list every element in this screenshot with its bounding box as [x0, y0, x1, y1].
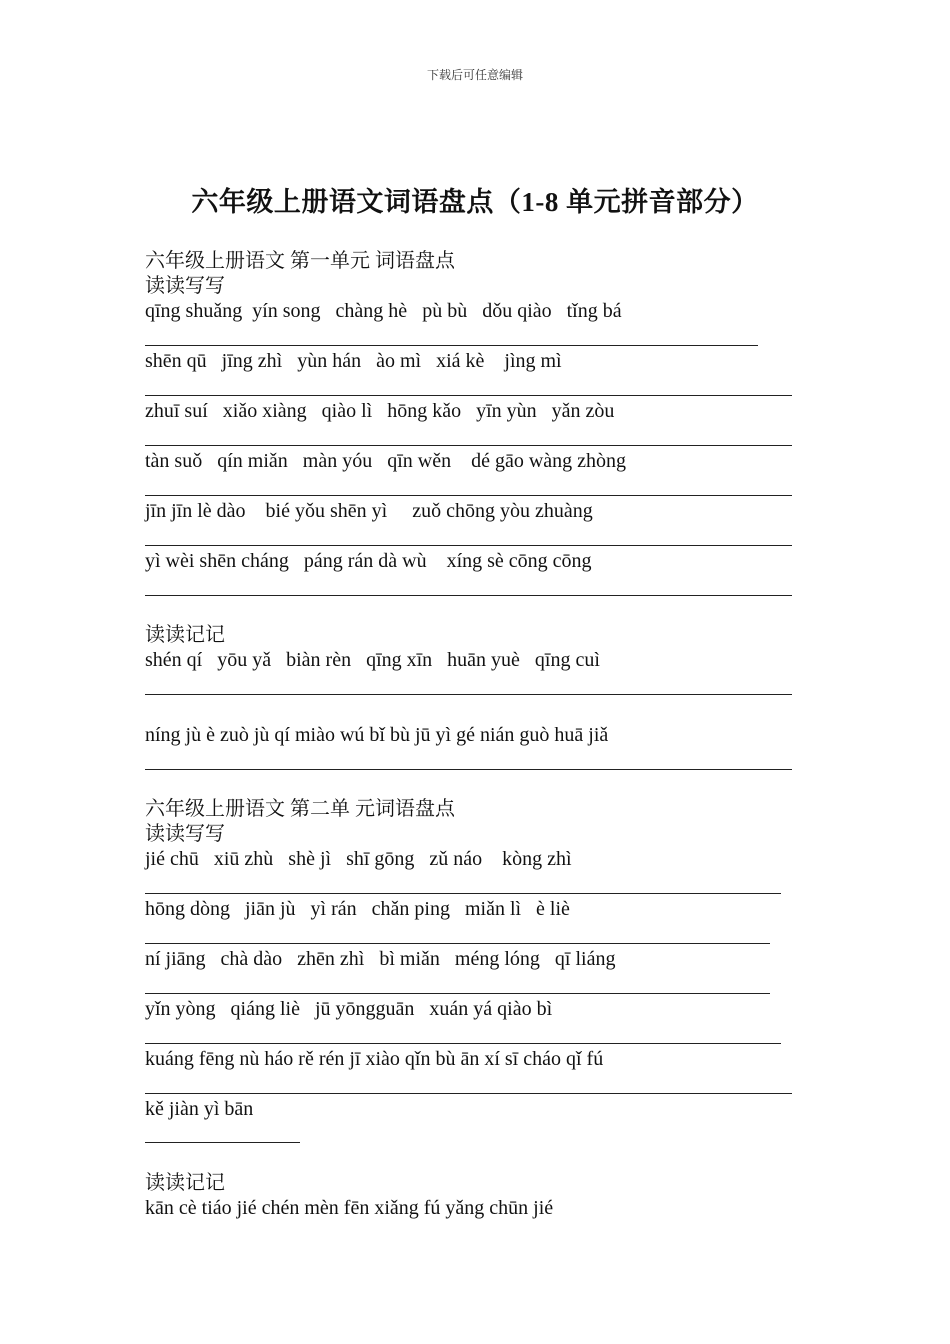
- header-note: 下载后可任意编辑: [426, 68, 523, 82]
- unit2-pinyin-line-6: kě jiàn yì bān: [145, 1098, 254, 1120]
- answer-line: [145, 1043, 781, 1044]
- unit2-pinyin-line-4: yǐn yòng qiáng liè jū yōngguān xuán yá qiào bì: [145, 998, 553, 1020]
- unit1-pinyin-line-6: yì wèi shēn cháng páng rán dà wù xíng sè cōng cōng: [145, 550, 592, 572]
- unit2-read-write-label: 读读写写: [145, 823, 225, 845]
- answer-line: [145, 893, 781, 894]
- document-title: 六年级上册语文词语盘点（1-8 单元拼音部分）: [191, 187, 759, 217]
- unit1-remember-line-2: níng jù è zuò jù qí miào wú bǐ bù jū yì gé nián guò huā jiǎ: [145, 724, 609, 746]
- answer-line: [145, 1142, 300, 1143]
- answer-line: [145, 993, 770, 994]
- unit2-remember-line-1: kān cè tiáo jié chén mèn fēn xiǎng fú yǎng chūn jié: [145, 1197, 554, 1219]
- unit2-heading: 六年级上册语文 第二单 元词语盘点: [145, 798, 455, 820]
- unit1-pinyin-line-3: zhuī suí xiǎo xiàng qiào lì hōng kǎo yīn yùn yǎn zòu: [145, 400, 615, 422]
- answer-line: [145, 595, 792, 596]
- answer-line: [145, 445, 792, 446]
- unit2-pinyin-line-3: ní jiāng chà dào zhēn zhì bì miǎn méng lóng qī liáng: [145, 948, 616, 970]
- unit1-pinyin-line-2: shēn qū jīng zhì yùn hán ào mì xiá kè jìng mì: [145, 350, 562, 372]
- unit2-pinyin-line-5: kuáng fēng nù háo rě rén jī xiào qǐn bù ān xí sī cháo qǐ fú: [145, 1048, 604, 1070]
- answer-line: [145, 345, 758, 346]
- unit1-pinyin-line-1: qīng shuǎng yín song chàng hè pù bù dǒu qiào tǐng bá: [145, 300, 622, 322]
- answer-line: [145, 694, 792, 695]
- answer-line: [145, 395, 792, 396]
- answer-line: [145, 943, 770, 944]
- answer-line: [145, 495, 792, 496]
- unit1-read-remember-label: 读读记记: [145, 624, 225, 646]
- unit2-pinyin-line-2: hōng dòng jiān jù yì rán chǎn ping miǎn lì è liè: [145, 898, 570, 920]
- answer-line: [145, 1093, 792, 1094]
- unit1-read-write-label: 读读写写: [145, 275, 225, 297]
- unit1-pinyin-line-4: tàn suǒ qín miǎn màn yóu qīn wěn dé gāo wàng zhòng: [145, 450, 627, 472]
- unit1-remember-line-1: shén qí yōu yǎ biàn rèn qīng xīn huān yuè qīng cuì: [145, 649, 600, 671]
- unit2-read-remember-label: 读读记记: [145, 1172, 225, 1194]
- answer-line: [145, 769, 792, 770]
- unit1-heading: 六年级上册语文 第一单元 词语盘点: [145, 250, 455, 272]
- answer-line: [145, 545, 792, 546]
- unit1-pinyin-line-5: jīn jīn lè dào bié yǒu shēn yì zuǒ chōng yòu zhuàng: [145, 500, 593, 522]
- unit2-pinyin-line-1: jié chū xiū zhù shè jì shī gōng zǔ náo kòng zhì: [145, 848, 572, 870]
